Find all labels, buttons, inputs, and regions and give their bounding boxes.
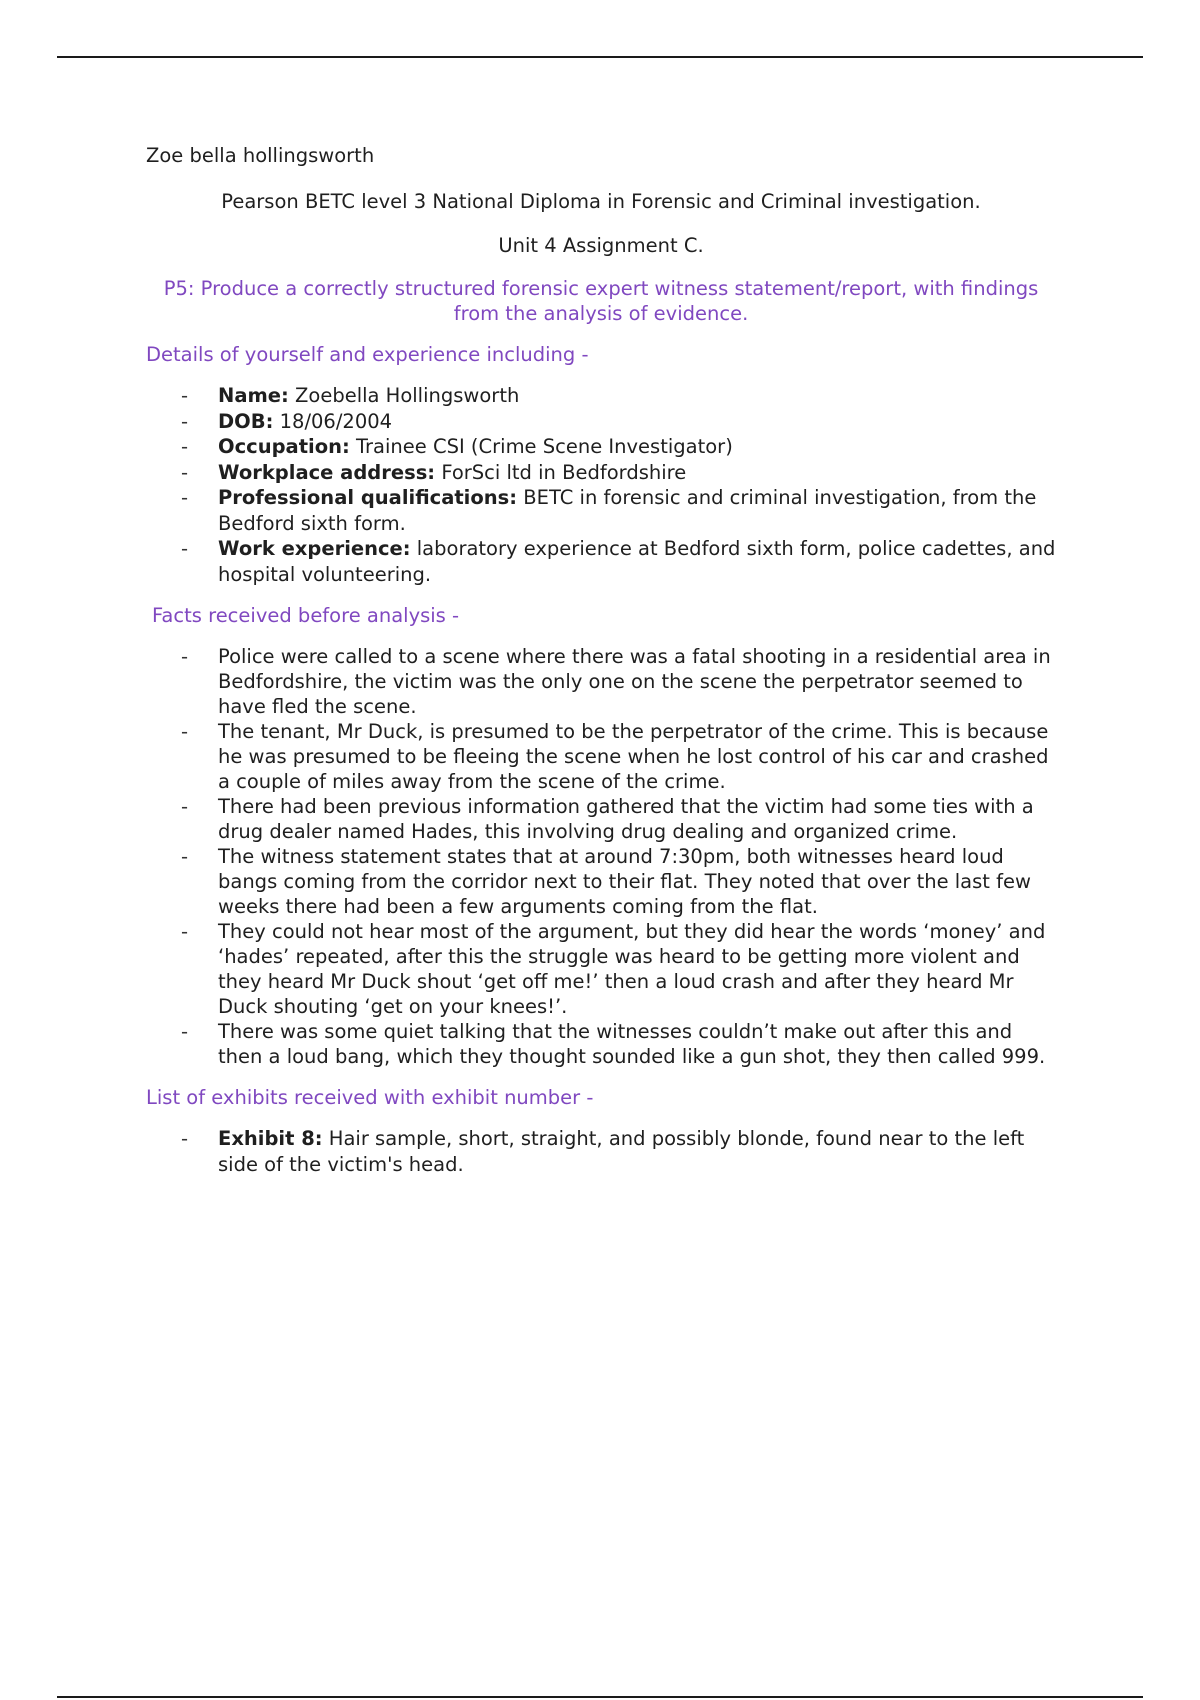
list-item (181, 434, 1056, 460)
fact-text: The witness statement states that at around 7:30pm, both witnesses heard loud bangs coming from the corridor next to their flat. They noted that over the last few weeks there had been a few arguments coming from the flat. (218, 845, 1031, 918)
fact-text: Police were called to a scene where there was a fatal shooting in a residential area in Bedfordshire, the victim was the only one on the scene the perpetrator seemed to have fled the scene. (218, 645, 1051, 718)
top-rule (57, 56, 1143, 58)
bottom-rule (57, 1696, 1143, 1698)
item-value: Trainee CSI (Crime Scene Investigator) (355, 435, 733, 458)
document-body (146, 142, 1056, 1193)
facts-heading: Facts received before analysis - (152, 604, 460, 627)
item-value: ForSci ltd in Bedfordshire (441, 460, 687, 484)
list-item (181, 1126, 1056, 1177)
item-value: Hair sample, short, straight, and possibly blonde, found near to the left side of the victim's head. (218, 1127, 1025, 1176)
item-label: Professional qualifications: (218, 486, 518, 509)
list-dash: - (181, 1127, 189, 1150)
author-name: Zoe bella hollingsworth (146, 144, 375, 167)
item-label: Occupation: (218, 435, 350, 458)
course-title: Pearson BETC level 3 National Diploma in Forensic and Criminal investigation. (221, 190, 981, 213)
list-dash: - (181, 795, 189, 818)
list-item (181, 644, 1056, 719)
item-value: laboratory experience at Bedford sixth form, police cadettes, and hospital volunteering. (218, 537, 1056, 586)
list-item (181, 536, 1056, 587)
item-label: DOB: (218, 409, 274, 433)
exhibits-heading: List of exhibits received with exhibit number - (146, 1086, 594, 1109)
fact-text: The tenant, Mr Duck, is presumed to be the perpetrator of the crime. This is because he was presumed to be fleeing the scene when he lost control of his car and crashed a couple of miles away from the scene of the crime. (218, 720, 1049, 793)
assignment-title: Unit 4 Assignment C. (498, 234, 704, 257)
list-dash: - (181, 1020, 189, 1043)
list-item (181, 409, 1056, 435)
details-list (146, 383, 1056, 587)
item-value: BETC in forensic and criminal investigation, from the Bedford sixth form. (218, 486, 1037, 535)
list-dash: - (181, 537, 189, 560)
list-dash: - (181, 409, 189, 433)
list-item (181, 719, 1056, 794)
list-dash: - (181, 920, 189, 943)
list-dash: - (181, 435, 189, 458)
fact-text: There was some quiet talking that the witnesses couldn’t make out after this and then a loud bang, which they thought sounded like a gun shot, they then called 999. (218, 1020, 1046, 1068)
list-dash: - (181, 384, 189, 407)
fact-text: They could not hear most of the argument, but they did hear the words ‘money’ and ‘hades’ repeated, after this the struggle was heard to be getting more violent and they heard Mr Duck shout ‘get off me!’ then a loud crash and after they heard Mr Duck shouting ‘get on your knees!’. (218, 920, 1046, 1018)
list-dash: - (181, 720, 189, 743)
item-value: Zoebella Hollingsworth (295, 384, 520, 407)
list-item (181, 383, 1056, 409)
fact-text: There had been previous information gathered that the victim had some ties with a drug dealer named Hades, this involving drug dealing and organized crime. (218, 795, 1034, 843)
list-dash: - (181, 845, 189, 868)
facts-list (146, 644, 1056, 1069)
exhibits-list (146, 1126, 1056, 1177)
list-item (181, 485, 1056, 536)
list-item (181, 794, 1056, 844)
list-item (181, 1019, 1056, 1069)
list-dash: - (181, 486, 189, 509)
list-item (181, 919, 1056, 1019)
item-label: Exhibit 8: (218, 1127, 323, 1150)
item-value: 18/06/2004 (279, 409, 393, 433)
item-label: Name: (218, 384, 289, 407)
list-dash: - (181, 460, 189, 484)
task-heading: P5: Produce a correctly structured forensic expert witness statement/report, with findings from the analysis of evidence. (163, 277, 1039, 325)
list-item (181, 844, 1056, 919)
item-label: Workplace address: (218, 460, 436, 484)
list-dash: - (181, 645, 189, 668)
item-label: Work experience: (218, 537, 411, 560)
list-item (181, 460, 1056, 486)
details-heading: Details of yourself and experience including - (146, 343, 589, 366)
